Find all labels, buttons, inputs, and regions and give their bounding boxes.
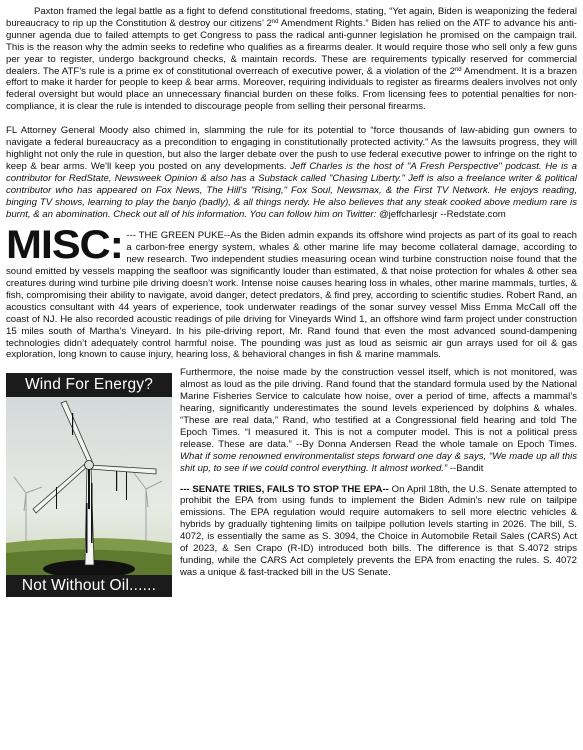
paragraph-text: FL Attorney General Moody also chimed in, slamming the rule for its potential to “force thousands of law-abiding gun owners to navigate a federal bureaucracy as a precondition to engaging in constitutionally protected activity.” As the lawsuits progress, they will highlight not only the rule in question, but also the larger debate over the push to use federal executive power to infringe on the right to keep & bear arms. We'll keep you posted on any developments. xyxy=(6,125,577,172)
paragraph-text: Amendment. It is a brazen effort to make it harder for people to keep & bear arms. Moreover, requiring individuals to register as firearms dealers involves not only federal oversight but would place an unnecessary financial burden on these folks. From licensing fees to potential penalties for non-compliance, it is clear the rule is intended to discourage people from selling their personal firearms. xyxy=(6,65,577,113)
author-credit: @jeffcharlesjr --Redstate.com xyxy=(378,208,506,220)
misc-heading: MISC: xyxy=(6,223,123,268)
paragraph-text: Furthermore, the noise made by the construction vessel itself, which is not monitored, was almost as loud as the pile driving. Rand found that the standard formula used by the National Marine Fisheries Service to calculate how noise, over a period of time, affects a mammal’s hearing, significantly underestimates the sound levels experienced by dolphins & whales. “These are real data,” Rand, who testified at a Congressional field hearing and told The Epoch Times. “I measured it. This is not a computer model. This is not a political press release. These are data.” --By Donna Andersen Read the whole tamale on Epoch Times. xyxy=(180,367,577,450)
paxton-paragraph xyxy=(6,6,577,113)
misc-paragraph xyxy=(6,223,577,361)
wind-turbine-poster xyxy=(6,373,172,597)
newsletter-page xyxy=(6,6,577,599)
editorial-quote: What if some renowned environmentalist steps forward one day & says, “We made up all this shit up, to see if we could control everything. It almost worked.” xyxy=(180,450,577,474)
superscript: nd xyxy=(454,66,462,73)
superscript: nd xyxy=(271,18,279,25)
poster-caption-bottom: Not Without Oil...... xyxy=(6,575,172,597)
author-bio: Jeff Charles is the host of "A Fresh Perspective" podcast. He is a contributor for RedState, Newsweek Opinion & also has a Substack called "Chasing Liberty." Jeff is also a freelance writer & political contributor who has appeared on Fox News, The Hill's "Rising," Fox Soul, Newsmax, & the First TV Network. He enjoys reading, binging TV shows, learning to play the banjo (badly), & all things nerdy. He also believes that any steak cooked above medium rare is burnt, & an abomination. Check out all of his information. You can follow him on Twitter: xyxy=(6,160,577,220)
paragraph-text: Amendment Rights.” Biden has relied on the ATF to advance his anti-gunner agenda due to failed attempts to get Congress to pass the radical anti-gunner legislation he promised on the campaign trail. This is the reason why the admin seeks to redefine who qualifies as a firearms dealer. It would require those who sell only a few guns per year to register, undergo background checks, & maintain records. These are requirements typically reserved for commercial dealers. The ATF’s rule is a prime ex of constitutional overreach of executive power, & a violation of the 2 xyxy=(6,17,577,77)
paragraph-text: Paxton framed the legal battle as a fight to defend constitutional freedoms, stating, “Yet again, Biden is weaponizing the federal bureaucracy to rip up the Constitution & destroy our citizens’ 2 xyxy=(6,6,577,29)
senate-heading: --- SENATE TRIES, FAILS TO STOP THE EPA-- xyxy=(180,483,389,495)
misc-section xyxy=(6,223,577,595)
moody-paragraph xyxy=(6,125,577,220)
editorial-credit: --Bandit xyxy=(447,462,484,474)
poster-caption-top: Wind For Energy? xyxy=(6,373,172,397)
paragraph-text: On April 18th, the U.S. Senate attempted to prohibit the EPA from using funds to implement the Biden Admin’s new rule on tailpipe emissions. The EPA regulation would require automakers to sell more electric vehicles & hybrids by gradually tightening limits on tailpipe pollution levels starting in 2026. The bill, S. 4072, is essentially the same as S. 3094, the Choice in Automobile Retail Sales (CARS) Act of 2023, & Sen Crapo (R-ID) introduced both bills. The difference is that S.4072 strips funding, while the CARS Act completely prevents the EPA from enacting the rules. S. 4072 was a unique & fast-tracked bill in the US Senate. xyxy=(180,483,577,578)
paragraph-text: --- THE GREEN PUKE--As the Biden admin expands its offshore wind projects as part of its goal to reach a carbon-free energy system, whales & other marine life may become collateral damage, according to new research. Two independent studies measuring ocean wind turbine construction noise found that the sound emitted by vessels mapping the seafloor was significantly louder than estimated, & that noise protection for whales & other sea creatures during wind turbine pile driving doesn’t work. Intense noise causes hearing loss in whales, other marine mammals, turtles, & fish, compromising their ability to navigate, avoid danger, detect predators, & find prey, according to scientific studies. Robert Rand, an acoustics consultant with 44 years of experience, took underwater readings of the sonar survey vessel Miss Emma McCall off the coast of NJ. He also recorded acoustic readings of pile driving for Vineyards Wind 1, an offshore wind farm project under construction 15 miles south of Martha’s Vineyard. In his pile-driving report, Mr. Rand found that even the most advanced sound-dampening technologies didn’t adequately control harmful noise. The pounding was just as loud as seismic air gun arrays used for oil & gas exploration, long known to cause injury, hearing loss, & behavioral changes in fish & marine mammals. xyxy=(6,230,577,361)
wind-turbine-illustration xyxy=(6,373,172,597)
